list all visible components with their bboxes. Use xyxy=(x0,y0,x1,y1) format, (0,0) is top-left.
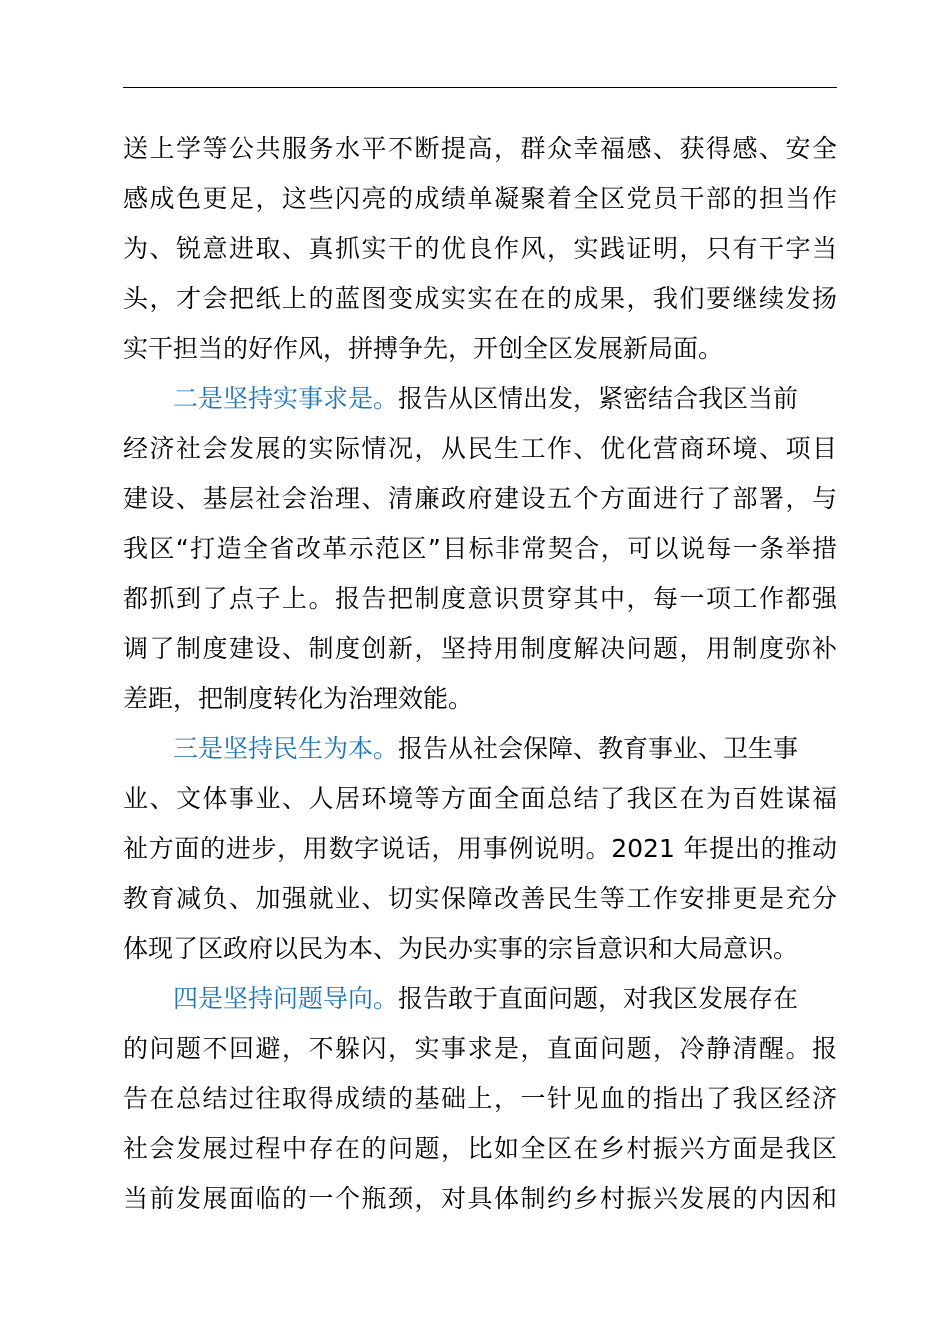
body-line: 建设、基层社会治理、清廉政府建设五个方面进行了部署，与 xyxy=(123,484,837,513)
document-body xyxy=(123,124,837,1224)
header-rule xyxy=(123,87,837,88)
section-first-line xyxy=(123,724,837,774)
section-first-line-text: 报告从区情出发，紧密结合我区当前 xyxy=(398,384,799,413)
body-line: 的问题不回避，不躲闪，实事求是，直面问题，冷静清醒。报 xyxy=(123,1034,837,1063)
section-heading: 二是坚持实事求是。 xyxy=(173,384,399,413)
body-line: 教育减负、加强就业、切实保障改善民生等工作安排更是充分 xyxy=(123,884,837,913)
section-first-line-text: 报告敢于直面问题，对我区发展存在 xyxy=(398,984,799,1013)
body-line: 实干担当的好作风，拼搏争先，开创全区发展新局面。 xyxy=(123,334,724,363)
body-line: 为、锐意进取、真抓实干的优良作风，实践证明，只有干字当 xyxy=(123,234,837,263)
section-heading: 三是坚持民生为本。 xyxy=(173,734,399,763)
body-line: 差距，把制度转化为治理效能。 xyxy=(123,684,474,713)
body-line: 调了制度建设、制度创新，坚持用制度解决问题，用制度弥补 xyxy=(123,634,837,663)
body-line: 经济社会发展的实际情况，从民生工作、优化营商环境、项目 xyxy=(123,434,837,463)
body-line: 感成色更足，这些闪亮的成绩单凝聚着全区党员干部的担当作 xyxy=(123,184,837,213)
section-first-line xyxy=(123,974,837,1024)
body-line: 送上学等公共服务水平不断提高，群众幸福感、获得感、安全 xyxy=(123,134,837,163)
section-heading: 四是坚持问题导向。 xyxy=(173,984,399,1013)
section-first-line xyxy=(123,374,837,424)
body-line: 告在总结过往取得成绩的基础上，一针见血的指出了我区经济 xyxy=(123,1084,837,1113)
body-line: 我区“打造全省改革示范区”目标非常契合，可以说每一条举措 xyxy=(123,534,837,563)
body-line: 社会发展过程中存在的问题，比如全区在乡村振兴方面是我区 xyxy=(123,1134,837,1163)
body-line: 都抓到了点子上。报告把制度意识贯穿其中，每一项工作都强 xyxy=(123,584,837,613)
body-line: 当前发展面临的一个瓶颈，对具体制约乡村振兴发展的内因和 xyxy=(123,1184,837,1213)
section-first-line-text: 报告从社会保障、教育事业、卫生事 xyxy=(398,734,799,763)
body-line: 祉方面的进步，用数字说话，用事例说明。2021 年提出的推动 xyxy=(123,834,837,863)
body-line: 业、文体事业、人居环境等方面全面总结了我区在为百姓谋福 xyxy=(123,784,837,813)
body-line: 头，才会把纸上的蓝图变成实实在在的成果，我们要继续发扬 xyxy=(123,284,837,313)
body-line: 体现了区政府以民为本、为民办实事的宗旨意识和大局意识。 xyxy=(123,934,799,963)
